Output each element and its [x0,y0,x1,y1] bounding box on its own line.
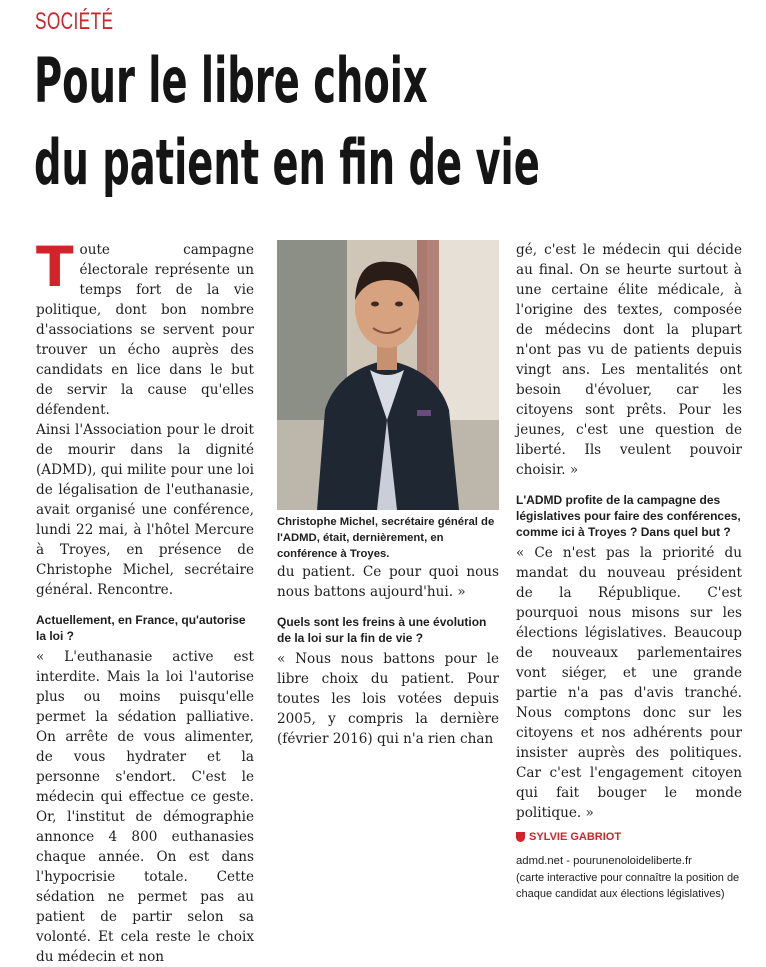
interview-answer-1: « L'euthanasie active est interdite. Mais la loi l'autorise plus ou moins puisqu'elle permet la sédation palliative. On arrête de vous alimenter, de vous hydrater et la personne s'endort. C'est le médecin qui effectue ce geste. Or, l'institut de démographie annonce 4 800 euthanasies chaque année. On est dans l'hypocrisie totale. Cette sédation ne permet pas au patient de partir selon sa volonté. Et cela reste le choix du médecin et non [36,649,254,965]
source-link[interactable]: admd.net - pourunenoloideliberte.fr [516,855,692,867]
section-label: SOCIÉTÉ [35,8,114,35]
interview-answer-2: « Nous nous battons pour le libre choix du patient. Pour toutes les lois votées depuis 2005, y compris la dernière (février 2016) qui n'a rien chan [277,651,499,747]
interview-answer-2-continued: gé, c'est le médecin qui décide au final. On se heurte surtout à une certaine élite médicale, à l'origine des textes, composée de médecins dont la plupart n'ont pas vu de patients depuis vingt ans. Les mentalités ont besoin d'évoluer, car les citoyens sont prêts. Pour les jeunes, c'est une question de liberté. Ils veulent pouvoir choisir. » [516,242,742,478]
interview-question-3: L'ADMD profite de la campagne des législatives pour faire des conférences, comme ici à Troyes ? Dans quel but ? [516,493,741,539]
article-column-2 [277,562,499,749]
intro-paragraph [36,235,254,420]
interview-answer-3-text: « Ce n'est pas la priorité du mandat du nouveau président de la République. C'est pourquoi nous misons sur les élections législatives. Beaucoup de nouveaux parlementaires vont siéger, et une grande partie n'a pas d'avis tranché. Nous comptons donc sur les citoyens et nos adhérents pour insister auprès des politiques. Car c'est l'engagement citoyen qui fait bouger le monde politique. » [516,545,742,821]
interview-answer-1-continued: du patient. Ce pour quoi nous nous battons aujourd'hui. » [277,564,499,600]
author-byline [516,827,742,847]
intro-paragraph-2: Ainsi l'Association pour le droit de mourir dans la dignité (ADMD), qui milite pour une loi de légalisation de l'euthanasie, avait organisé une conférence, lundi 22 mai, à l'hôtel Mercure à Troyes, en présence de Christophe Michel, secrétaire général. Rencontre. [36,422,254,598]
shield-icon [516,832,525,842]
portrait-illustration [277,240,499,510]
interview-question-2: Quels sont les freins à une évolution de la loi sur la fin de vie ? [277,615,487,645]
article-column-1 [36,235,254,967]
intro-text: oute campagne électorale représente un temps fort de la vie politique, dont bon nombre d'associations se servent pour trouver un écho auprès des candidats en lice dans le but de servir la cause qu'elles défendent. [36,242,254,418]
article-column-3 [516,240,742,902]
author-name: SYLVIE GABRIOT [529,831,622,843]
interview-question-1: Actuellement, en France, qu'autorise la loi ? [36,613,246,643]
photo-caption: Christophe Michel, secrétaire général de l'ADMD, était, dernièrement, en conférence à Troyes. [277,516,495,560]
interview-answer-3 [516,543,742,823]
portrait-photo [277,240,499,510]
source-note: (carte interactive pour connaître la position de chaque candidat aux élections législatives) [516,872,740,900]
headline-line-2: du patient en fin de vie [34,126,540,199]
drop-cap: T [36,235,74,299]
headline-line-1: Pour le libre choix [34,44,428,117]
